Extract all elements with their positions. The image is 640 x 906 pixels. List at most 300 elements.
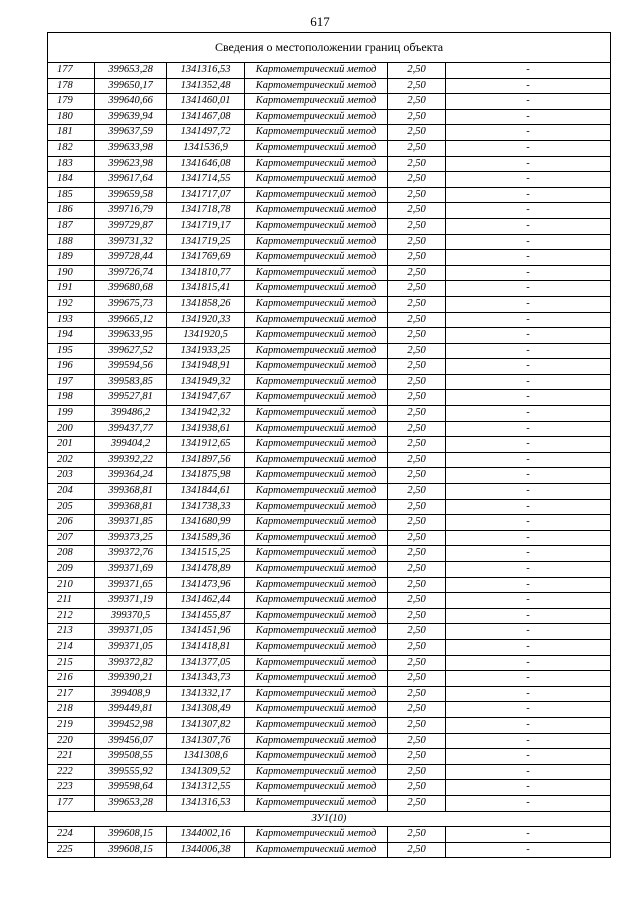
- coord-x-cell: 399617,64: [95, 172, 167, 188]
- coord-y-cell: 1341947,67: [167, 390, 245, 406]
- coord-y-cell: 1341810,77: [167, 265, 245, 281]
- accuracy-cell: 2,50: [388, 702, 446, 718]
- method-cell: Картометрический метод: [245, 608, 388, 624]
- accuracy-cell: 2,50: [388, 546, 446, 562]
- point-number-cell: 184: [48, 172, 95, 188]
- description-cell: -: [446, 515, 611, 531]
- table-row: [48, 671, 611, 687]
- description-cell: -: [446, 624, 611, 640]
- point-number-cell: 202: [48, 452, 95, 468]
- coord-y-cell: 1341451,96: [167, 624, 245, 640]
- method-cell: Картометрический метод: [245, 437, 388, 453]
- coord-x-cell: 399371,85: [95, 515, 167, 531]
- accuracy-cell: 2,50: [388, 780, 446, 796]
- accuracy-cell: 2,50: [388, 218, 446, 234]
- accuracy-cell: 2,50: [388, 172, 446, 188]
- method-cell: Картометрический метод: [245, 624, 388, 640]
- method-cell: Картометрический метод: [245, 218, 388, 234]
- description-cell: -: [446, 218, 611, 234]
- coord-x-cell: 399653,28: [95, 795, 167, 811]
- coord-y-cell: 1341938,61: [167, 421, 245, 437]
- coord-y-cell: 1341942,32: [167, 406, 245, 422]
- description-cell: -: [446, 312, 611, 328]
- method-cell: Картометрический метод: [245, 78, 388, 94]
- description-cell: -: [446, 546, 611, 562]
- description-cell: -: [446, 359, 611, 375]
- accuracy-cell: 2,50: [388, 374, 446, 390]
- coord-y-cell: 1341478,89: [167, 562, 245, 578]
- coord-x-cell: 399665,12: [95, 312, 167, 328]
- table-row: [48, 78, 611, 94]
- coord-y-cell: 1341719,25: [167, 234, 245, 250]
- table-row: [48, 312, 611, 328]
- point-number-cell: 199: [48, 406, 95, 422]
- table-row: [48, 827, 611, 843]
- method-cell: Картометрический метод: [245, 655, 388, 671]
- point-number-cell: 200: [48, 421, 95, 437]
- accuracy-cell: 2,50: [388, 343, 446, 359]
- method-cell: Картометрический метод: [245, 749, 388, 765]
- description-cell: -: [446, 764, 611, 780]
- point-number-cell: 223: [48, 780, 95, 796]
- method-cell: Картометрический метод: [245, 593, 388, 609]
- coord-x-cell: 399729,87: [95, 218, 167, 234]
- table-row: [48, 203, 611, 219]
- description-cell: -: [446, 795, 611, 811]
- table-row: [48, 218, 611, 234]
- point-number-cell: 179: [48, 94, 95, 110]
- point-number-cell: 193: [48, 312, 95, 328]
- coord-y-cell: 1341316,53: [167, 63, 245, 79]
- table-row: [48, 702, 611, 718]
- table-row: [48, 515, 611, 531]
- point-number-cell: 190: [48, 265, 95, 281]
- coord-x-cell: 399623,98: [95, 156, 167, 172]
- table-row: [48, 546, 611, 562]
- description-cell: -: [446, 484, 611, 500]
- coord-y-cell: 1341515,25: [167, 546, 245, 562]
- table-row: [48, 265, 611, 281]
- coord-x-cell: 399633,95: [95, 328, 167, 344]
- point-number-cell: 183: [48, 156, 95, 172]
- accuracy-cell: 2,50: [388, 359, 446, 375]
- point-number-cell: 186: [48, 203, 95, 219]
- accuracy-cell: 2,50: [388, 328, 446, 344]
- accuracy-cell: 2,50: [388, 795, 446, 811]
- description-cell: -: [446, 250, 611, 266]
- point-number-cell: 180: [48, 109, 95, 125]
- coord-y-cell: 1341377,05: [167, 655, 245, 671]
- method-cell: Картометрический метод: [245, 281, 388, 297]
- coord-y-cell: 1341858,26: [167, 296, 245, 312]
- accuracy-cell: 2,50: [388, 312, 446, 328]
- point-number-cell: 225: [48, 842, 95, 858]
- description-cell: -: [446, 671, 611, 687]
- method-cell: Картометрический метод: [245, 733, 388, 749]
- coord-y-cell: 1341714,55: [167, 172, 245, 188]
- method-cell: Картометрический метод: [245, 328, 388, 344]
- method-cell: Картометрический метод: [245, 484, 388, 500]
- point-number-cell: 210: [48, 577, 95, 593]
- table-title-row: [48, 33, 611, 63]
- coord-x-cell: 399639,94: [95, 109, 167, 125]
- coord-y-cell: 1341920,33: [167, 312, 245, 328]
- coord-x-cell: 399449,81: [95, 702, 167, 718]
- point-number-cell: 181: [48, 125, 95, 141]
- coord-y-cell: 1341933,25: [167, 343, 245, 359]
- description-cell: -: [446, 265, 611, 281]
- table-row: [48, 437, 611, 453]
- coord-y-cell: 1341897,56: [167, 452, 245, 468]
- description-cell: -: [446, 187, 611, 203]
- coord-x-cell: 399371,65: [95, 577, 167, 593]
- point-number-cell: 216: [48, 671, 95, 687]
- method-cell: Картометрический метод: [245, 671, 388, 687]
- coord-y-cell: 1341308,49: [167, 702, 245, 718]
- accuracy-cell: 2,50: [388, 655, 446, 671]
- accuracy-cell: 2,50: [388, 749, 446, 765]
- table-row: [48, 764, 611, 780]
- method-cell: Картометрический метод: [245, 546, 388, 562]
- description-cell: -: [446, 421, 611, 437]
- point-number-cell: 197: [48, 374, 95, 390]
- method-cell: Картометрический метод: [245, 312, 388, 328]
- coord-y-cell: 1341718,78: [167, 203, 245, 219]
- method-cell: Картометрический метод: [245, 374, 388, 390]
- coord-y-cell: 1341815,41: [167, 281, 245, 297]
- table-row: [48, 686, 611, 702]
- accuracy-cell: 2,50: [388, 390, 446, 406]
- coord-y-cell: 1341738,33: [167, 499, 245, 515]
- table-row: [48, 780, 611, 796]
- method-cell: Картометрический метод: [245, 406, 388, 422]
- table-row: [48, 795, 611, 811]
- coord-x-cell: 399726,74: [95, 265, 167, 281]
- coord-x-cell: 399527,81: [95, 390, 167, 406]
- point-number-cell: 177: [48, 63, 95, 79]
- table-row: [48, 577, 611, 593]
- coord-y-cell: 1341589,36: [167, 530, 245, 546]
- point-number-cell: 213: [48, 624, 95, 640]
- coord-x-cell: 399371,69: [95, 562, 167, 578]
- accuracy-cell: 2,50: [388, 499, 446, 515]
- point-number-cell: 177: [48, 795, 95, 811]
- description-cell: -: [446, 733, 611, 749]
- coord-x-cell: 399372,82: [95, 655, 167, 671]
- description-cell: -: [446, 172, 611, 188]
- accuracy-cell: 2,50: [388, 281, 446, 297]
- method-cell: Картометрический метод: [245, 577, 388, 593]
- coord-x-cell: 399598,64: [95, 780, 167, 796]
- table-row: [48, 296, 611, 312]
- accuracy-cell: 2,50: [388, 639, 446, 655]
- description-cell: -: [446, 390, 611, 406]
- coord-y-cell: 1341316,53: [167, 795, 245, 811]
- accuracy-cell: 2,50: [388, 484, 446, 500]
- coord-x-cell: 399371,05: [95, 639, 167, 655]
- method-cell: Картометрический метод: [245, 109, 388, 125]
- method-cell: Картометрический метод: [245, 795, 388, 811]
- point-number-cell: 205: [48, 499, 95, 515]
- point-number-cell: 178: [48, 78, 95, 94]
- table-row: [48, 639, 611, 655]
- table-row: [48, 655, 611, 671]
- boundary-table: [47, 32, 611, 858]
- method-cell: Картометрический метод: [245, 717, 388, 733]
- accuracy-cell: 2,50: [388, 63, 446, 79]
- table-row: [48, 374, 611, 390]
- description-cell: -: [446, 328, 611, 344]
- coord-x-cell: 399404,2: [95, 437, 167, 453]
- accuracy-cell: 2,50: [388, 717, 446, 733]
- description-cell: -: [446, 499, 611, 515]
- coord-x-cell: 399456,07: [95, 733, 167, 749]
- table-row: [48, 281, 611, 297]
- point-number-cell: 221: [48, 749, 95, 765]
- method-cell: Картометрический метод: [245, 187, 388, 203]
- point-number-cell: 196: [48, 359, 95, 375]
- method-cell: Картометрический метод: [245, 359, 388, 375]
- coord-x-cell: 399653,28: [95, 63, 167, 79]
- method-cell: Картометрический метод: [245, 250, 388, 266]
- method-cell: Картометрический метод: [245, 530, 388, 546]
- table-row: [48, 733, 611, 749]
- coord-x-cell: 399372,76: [95, 546, 167, 562]
- accuracy-cell: 2,50: [388, 671, 446, 687]
- coord-x-cell: 399486,2: [95, 406, 167, 422]
- method-cell: Картометрический метод: [245, 686, 388, 702]
- coord-y-cell: 1341312,55: [167, 780, 245, 796]
- table-row: [48, 608, 611, 624]
- description-cell: -: [446, 63, 611, 79]
- page-number: 617: [310, 14, 330, 29]
- description-cell: -: [446, 281, 611, 297]
- coord-y-cell: 1341912,65: [167, 437, 245, 453]
- description-cell: -: [446, 140, 611, 156]
- coord-y-cell: 1341680,99: [167, 515, 245, 531]
- coord-x-cell: 399627,52: [95, 343, 167, 359]
- point-number-cell: 219: [48, 717, 95, 733]
- accuracy-cell: 2,50: [388, 515, 446, 531]
- description-cell: -: [446, 593, 611, 609]
- accuracy-cell: 2,50: [388, 468, 446, 484]
- accuracy-cell: 2,50: [388, 78, 446, 94]
- point-number-cell: 211: [48, 593, 95, 609]
- description-cell: -: [446, 452, 611, 468]
- accuracy-cell: 2,50: [388, 764, 446, 780]
- coord-x-cell: 399371,19: [95, 593, 167, 609]
- point-number-cell: 182: [48, 140, 95, 156]
- method-cell: Картометрический метод: [245, 140, 388, 156]
- accuracy-cell: 2,50: [388, 686, 446, 702]
- description-cell: -: [446, 639, 611, 655]
- point-number-cell: 194: [48, 328, 95, 344]
- coord-x-cell: 399371,05: [95, 624, 167, 640]
- table-row: [48, 125, 611, 141]
- accuracy-cell: 2,50: [388, 109, 446, 125]
- accuracy-cell: 2,50: [388, 437, 446, 453]
- method-cell: Картометрический метод: [245, 156, 388, 172]
- point-number-cell: 191: [48, 281, 95, 297]
- accuracy-cell: 2,50: [388, 234, 446, 250]
- point-number-cell: 224: [48, 827, 95, 843]
- coord-y-cell: 1341308,6: [167, 749, 245, 765]
- coord-x-cell: 399437,77: [95, 421, 167, 437]
- method-cell: Картометрический метод: [245, 468, 388, 484]
- table-row: [48, 484, 611, 500]
- coord-x-cell: 399731,32: [95, 234, 167, 250]
- table-row: [48, 499, 611, 515]
- coord-y-cell: 1341719,17: [167, 218, 245, 234]
- description-cell: -: [446, 702, 611, 718]
- method-cell: Картометрический метод: [245, 562, 388, 578]
- description-cell: -: [446, 468, 611, 484]
- method-cell: Картометрический метод: [245, 827, 388, 843]
- coord-x-cell: 399728,44: [95, 250, 167, 266]
- table-row: [48, 406, 611, 422]
- accuracy-cell: 2,50: [388, 203, 446, 219]
- table-row: [48, 749, 611, 765]
- accuracy-cell: 2,50: [388, 530, 446, 546]
- coord-x-cell: 399675,73: [95, 296, 167, 312]
- point-number-cell: 195: [48, 343, 95, 359]
- coord-y-cell: 1341948,91: [167, 359, 245, 375]
- coord-y-cell: 1341343,73: [167, 671, 245, 687]
- coord-y-cell: 1341307,82: [167, 717, 245, 733]
- description-cell: -: [446, 437, 611, 453]
- method-cell: Картометрический метод: [245, 94, 388, 110]
- coord-x-cell: 399608,15: [95, 827, 167, 843]
- point-number-cell: 187: [48, 218, 95, 234]
- method-cell: Картометрический метод: [245, 842, 388, 858]
- description-cell: -: [446, 78, 611, 94]
- point-number-cell: 209: [48, 562, 95, 578]
- coord-y-cell: 1341646,08: [167, 156, 245, 172]
- table-row: [48, 530, 611, 546]
- coord-y-cell: 1344002,16: [167, 827, 245, 843]
- coord-y-cell: 1341769,69: [167, 250, 245, 266]
- coord-x-cell: 399633,98: [95, 140, 167, 156]
- coord-y-cell: 1341460,01: [167, 94, 245, 110]
- method-cell: Картометрический метод: [245, 265, 388, 281]
- method-cell: Картометрический метод: [245, 515, 388, 531]
- point-number-cell: 201: [48, 437, 95, 453]
- coord-y-cell: 1341332,17: [167, 686, 245, 702]
- coord-x-cell: 399370,5: [95, 608, 167, 624]
- coord-x-cell: 399392,22: [95, 452, 167, 468]
- method-cell: Картометрический метод: [245, 296, 388, 312]
- description-cell: -: [446, 156, 611, 172]
- method-cell: Картометрический метод: [245, 702, 388, 718]
- table-row: [48, 593, 611, 609]
- description-cell: -: [446, 842, 611, 858]
- coord-x-cell: 399659,58: [95, 187, 167, 203]
- coord-x-cell: 399390,21: [95, 671, 167, 687]
- table-row: [48, 109, 611, 125]
- point-number-cell: 203: [48, 468, 95, 484]
- coord-y-cell: 1341418,81: [167, 639, 245, 655]
- method-cell: Картометрический метод: [245, 780, 388, 796]
- point-number-cell: 222: [48, 764, 95, 780]
- table-row: [48, 717, 611, 733]
- table-row: [48, 172, 611, 188]
- coord-x-cell: 399637,59: [95, 125, 167, 141]
- accuracy-cell: 2,50: [388, 421, 446, 437]
- coord-y-cell: 1341875,98: [167, 468, 245, 484]
- coord-y-cell: 1341497,72: [167, 125, 245, 141]
- coord-y-cell: 1341949,32: [167, 374, 245, 390]
- accuracy-cell: 2,50: [388, 842, 446, 858]
- method-cell: Картометрический метод: [245, 343, 388, 359]
- point-number-cell: 192: [48, 296, 95, 312]
- description-cell: -: [446, 296, 611, 312]
- table-row: [48, 468, 611, 484]
- coord-y-cell: 1341462,44: [167, 593, 245, 609]
- method-cell: Картометрический метод: [245, 499, 388, 515]
- coord-x-cell: 399364,24: [95, 468, 167, 484]
- description-cell: -: [446, 827, 611, 843]
- coord-x-cell: 399408,9: [95, 686, 167, 702]
- coord-x-cell: 399368,81: [95, 499, 167, 515]
- coord-x-cell: 399608,15: [95, 842, 167, 858]
- coord-y-cell: 1341717,07: [167, 187, 245, 203]
- point-number-cell: 215: [48, 655, 95, 671]
- method-cell: Картометрический метод: [245, 639, 388, 655]
- point-number-cell: 188: [48, 234, 95, 250]
- coord-y-cell: 1341473,96: [167, 577, 245, 593]
- description-cell: -: [446, 717, 611, 733]
- table-row: [48, 140, 611, 156]
- accuracy-cell: 2,50: [388, 265, 446, 281]
- description-cell: -: [446, 94, 611, 110]
- coord-x-cell: 399508,55: [95, 749, 167, 765]
- method-cell: Картометрический метод: [245, 234, 388, 250]
- accuracy-cell: 2,50: [388, 608, 446, 624]
- coord-x-cell: 399594,56: [95, 359, 167, 375]
- table-row: [48, 187, 611, 203]
- accuracy-cell: 2,50: [388, 562, 446, 578]
- table-row: [48, 421, 611, 437]
- coord-y-cell: 1341309,52: [167, 764, 245, 780]
- coord-y-cell: 1341844,61: [167, 484, 245, 500]
- point-number-cell: 204: [48, 484, 95, 500]
- method-cell: Картометрический метод: [245, 172, 388, 188]
- coord-x-cell: 399368,81: [95, 484, 167, 500]
- coord-x-cell: 399716,79: [95, 203, 167, 219]
- method-cell: Картометрический метод: [245, 63, 388, 79]
- table-row: [48, 842, 611, 858]
- coord-y-cell: 1341536,9: [167, 140, 245, 156]
- description-cell: -: [446, 749, 611, 765]
- method-cell: Картометрический метод: [245, 452, 388, 468]
- point-number-cell: 212: [48, 608, 95, 624]
- description-cell: -: [446, 686, 611, 702]
- point-number-cell: 214: [48, 639, 95, 655]
- description-cell: -: [446, 562, 611, 578]
- accuracy-cell: 2,50: [388, 577, 446, 593]
- description-cell: -: [446, 374, 611, 390]
- accuracy-cell: 2,50: [388, 733, 446, 749]
- coord-x-cell: 399452,98: [95, 717, 167, 733]
- description-cell: -: [446, 577, 611, 593]
- method-cell: Картометрический метод: [245, 390, 388, 406]
- point-number-cell: 185: [48, 187, 95, 203]
- description-cell: -: [446, 343, 611, 359]
- accuracy-cell: 2,50: [388, 187, 446, 203]
- description-cell: -: [446, 109, 611, 125]
- table-row: [48, 343, 611, 359]
- point-number-cell: 208: [48, 546, 95, 562]
